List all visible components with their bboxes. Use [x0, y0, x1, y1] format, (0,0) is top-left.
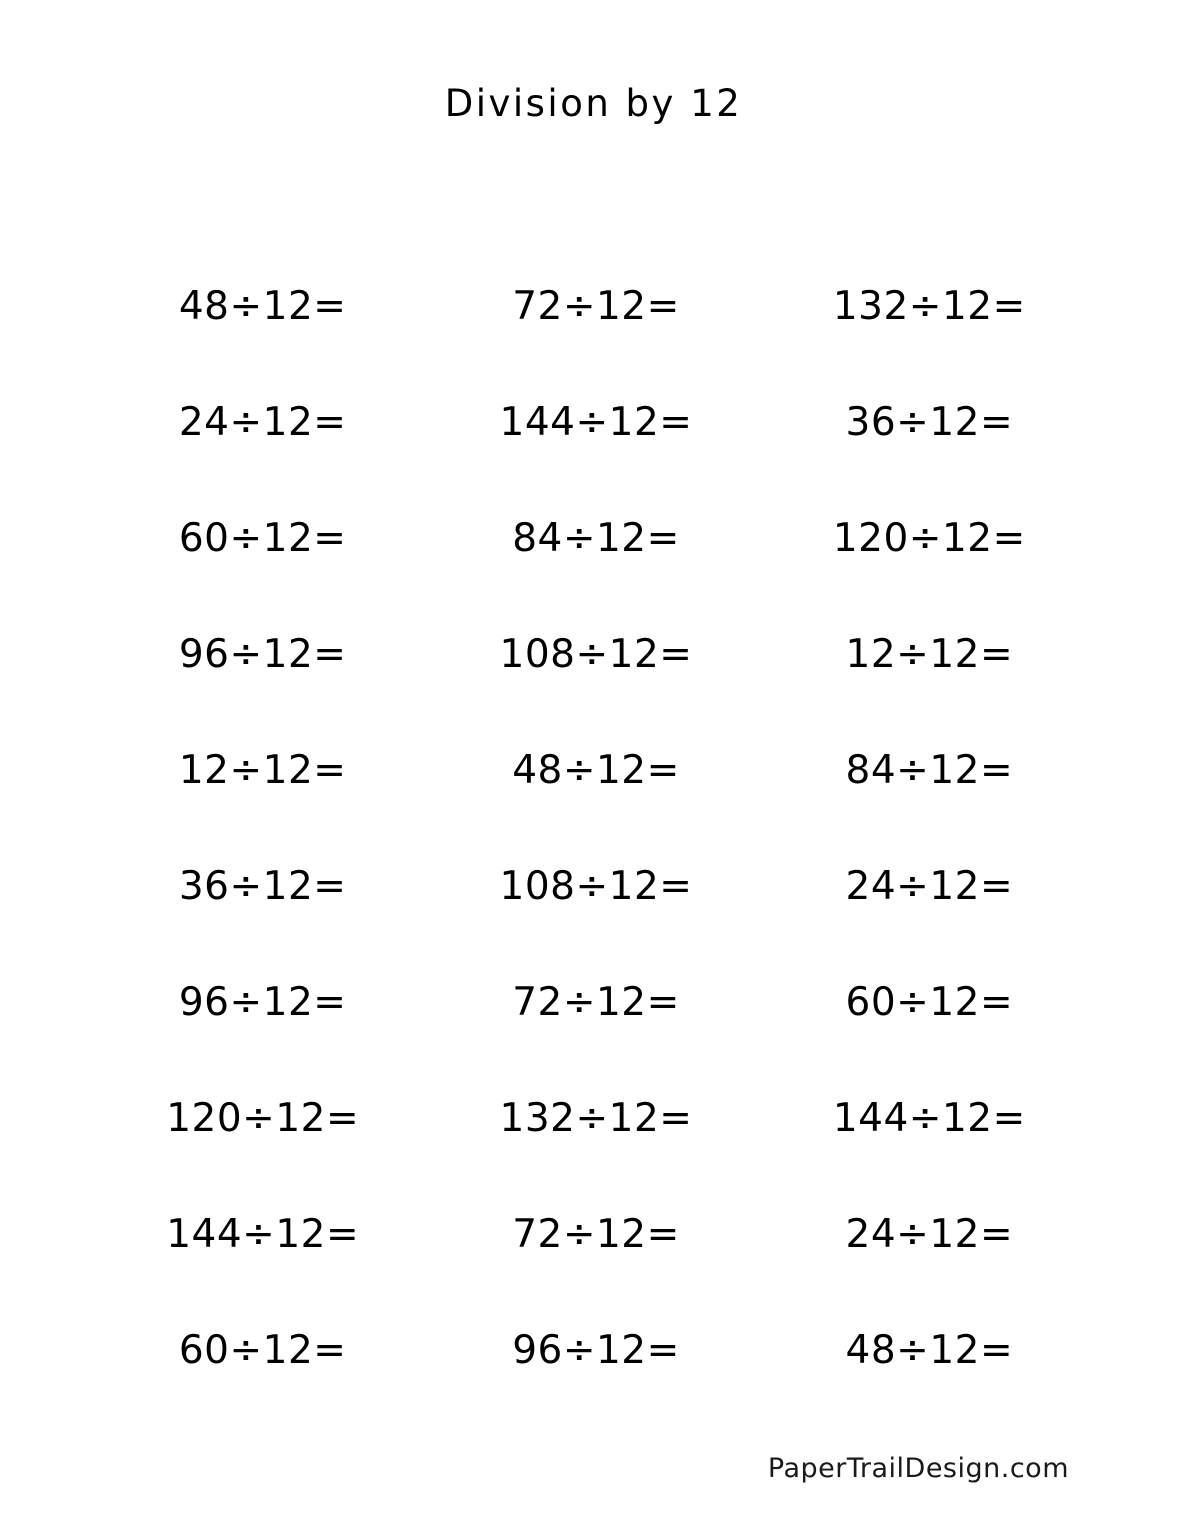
problem-item: 24÷12= [178, 399, 347, 445]
problem-item: 60÷12= [845, 979, 1014, 1025]
problem-item: 132÷12= [499, 1095, 693, 1141]
problem-item: 84÷12= [845, 747, 1014, 793]
problem-item: 12÷12= [178, 747, 347, 793]
problem-item: 108÷12= [499, 863, 693, 909]
page-title: Division by 12 [444, 82, 743, 125]
problem-item: 120÷12= [166, 1095, 360, 1141]
problem-item: 48÷12= [512, 747, 680, 793]
problem-item: 144÷12= [499, 399, 693, 445]
problem-item: 144÷12= [166, 1211, 360, 1257]
problem-item: 96÷12= [178, 979, 347, 1025]
problem-item: 48÷12= [845, 1327, 1014, 1373]
problem-item: 96÷12= [512, 1327, 680, 1373]
problem-item: 60÷12= [178, 1327, 347, 1373]
problems-grid [96, 248, 1096, 1408]
problem-item: 96÷12= [178, 631, 347, 677]
problem-item: 24÷12= [845, 863, 1014, 909]
problem-item: 72÷12= [512, 1211, 680, 1257]
problem-item: 12÷12= [845, 631, 1014, 677]
problem-item: 108÷12= [499, 631, 693, 677]
problem-item: 72÷12= [512, 283, 680, 329]
problem-item: 144÷12= [832, 1095, 1026, 1141]
problem-item: 48÷12= [178, 283, 347, 329]
problem-item: 132÷12= [832, 283, 1026, 329]
problem-item: 24÷12= [845, 1211, 1014, 1257]
problem-item: 60÷12= [178, 515, 347, 561]
problem-item: 72÷12= [512, 979, 680, 1025]
problem-item: 36÷12= [178, 863, 347, 909]
problem-item: 120÷12= [832, 515, 1026, 561]
problem-item: 36÷12= [845, 399, 1014, 445]
site-credit: PaperTrailDesign.com [767, 1453, 1069, 1484]
problem-item: 84÷12= [512, 515, 680, 561]
